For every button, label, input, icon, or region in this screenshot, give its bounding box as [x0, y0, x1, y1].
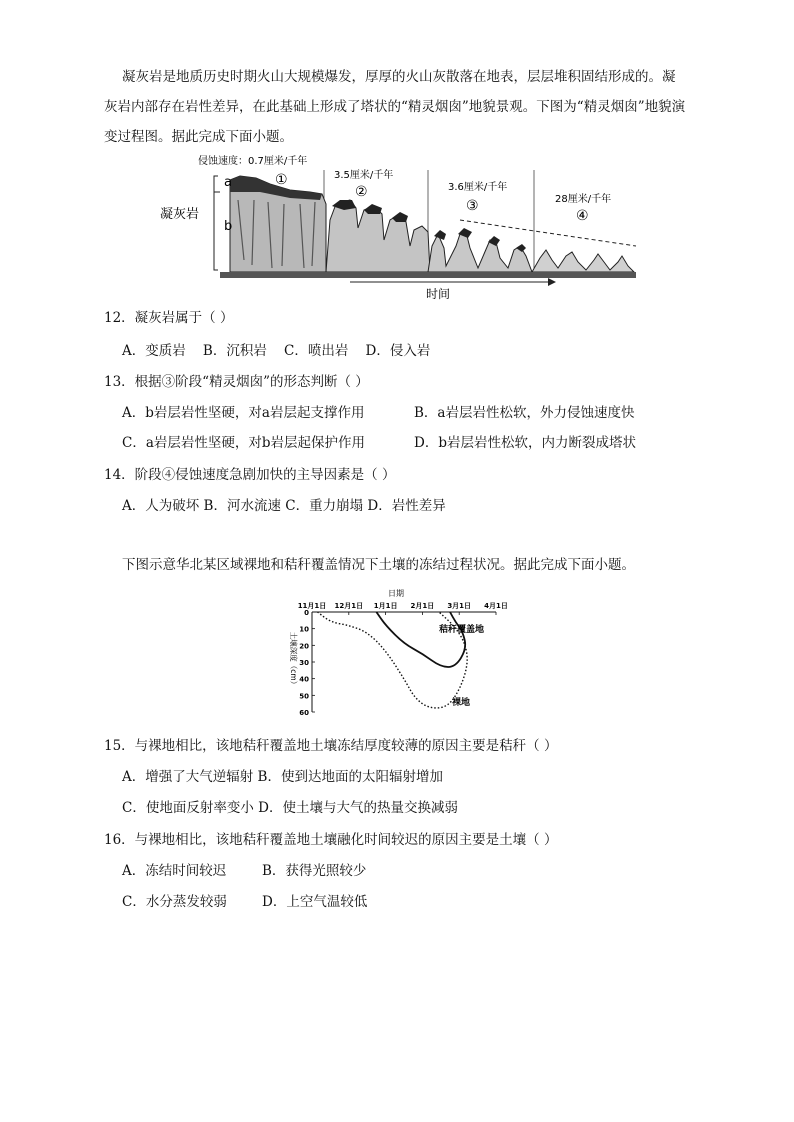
stage-1-label: ①	[275, 172, 288, 188]
question-15-stem: 15．与裸地相比，该地秸秆覆盖地土壤冻结厚度较薄的原因主要是秸秆（ ）	[104, 738, 558, 754]
question-15-line-1: A．增强了大气逆辐射 B．使到达地面的太阳辐射增加	[122, 769, 443, 785]
stage-3-caps	[434, 228, 526, 252]
rate-label-2: 3.5厘米/千年	[334, 170, 394, 181]
stage-4-label: ④	[576, 208, 589, 224]
question-14-options: A．人为破坏 B．河水流速 C．重力崩塌 D．岩性差异	[122, 498, 446, 514]
intro-paragraph-1-line3	[104, 122, 670, 152]
x-tick-label: 12月1日	[334, 602, 364, 610]
question-13-option-b: B．a岩层岩性松软，外力侵蚀速度快	[414, 405, 635, 421]
rate-label-3: 3.6厘米/千年	[448, 182, 508, 193]
x-tick-label: 4月1日	[484, 602, 508, 610]
stage-3-label: ③	[466, 198, 479, 214]
y-tick-label: 50	[299, 692, 309, 701]
question-14-stem: 14．阶段④侵蚀速度急剧加快的主导因素是（ ）	[104, 467, 396, 483]
fairy-chimney-figure	[160, 150, 640, 300]
question-13-stem: 13．根据③阶段“精灵烟囱”的形态判断（ ）	[104, 374, 369, 390]
y-tick-label: 40	[299, 675, 309, 684]
trend-dashed-line	[460, 220, 636, 246]
intro-line: 灰岩内部存在岩性差异，在此基础上形成了塔状的“精灵烟囱”地貌景观。下图为“精灵烟囱”地貌演	[104, 99, 686, 115]
stage-4-remnants	[532, 250, 634, 272]
x-tick-labels	[298, 602, 508, 615]
ground-line	[220, 272, 636, 278]
x-tick-label: 3月1日	[447, 602, 472, 610]
layer-a-label: a	[224, 175, 232, 190]
intro-paragraph-2: 下图示意华北某区域裸地和秸秆覆盖情况下土壤的冻结过程状况。据此完成下面小题。	[122, 557, 635, 573]
question-16-stem: 16．与裸地相比，该地秸秆覆盖地土壤融化时间较迟的原因主要是土壤（ ）	[104, 832, 558, 848]
series-line-straw	[376, 612, 465, 667]
question-13-option-a: A．b岩层岩性坚硬，对a岩层起支撑作用	[122, 405, 365, 421]
time-label: 时间	[426, 287, 451, 300]
rock-label: 凝灰岩	[160, 207, 200, 222]
y-tick-label: 30	[299, 659, 309, 667]
y-axis-label: 土壤深度（cm）	[289, 631, 298, 689]
layer-bracket	[214, 176, 218, 270]
x-tick-label: 11月1日	[297, 602, 327, 610]
intro-line: 变过程图。据此完成下面小题。	[104, 129, 293, 145]
series-label-straw: 秸秆覆盖地	[439, 625, 485, 635]
y-tick-label: 10	[299, 625, 309, 634]
y-tick-label: 20	[299, 642, 309, 651]
rate-label-1: 侵蚀速度：0.7厘米/千年	[198, 156, 308, 167]
layer-b-label: b	[224, 219, 233, 234]
question-16-option-a: A．冻结时间较迟	[122, 863, 227, 879]
y-tick-label: 60	[299, 709, 309, 717]
question-12-options: A．变质岩 B．沉积岩 C．喷出岩 D．侵入岩	[122, 343, 431, 359]
x-tick-label: 1月1日	[373, 602, 398, 610]
question-13-option-d: D．b岩层岩性松软，内力断裂成塔状	[414, 435, 636, 451]
question-16-option-d: D．上空气温较低	[262, 894, 368, 910]
x-axis-label: 日期	[388, 589, 404, 598]
time-arrow-head	[548, 278, 556, 286]
soil-freeze-chart	[284, 588, 508, 722]
y-tick-labels	[299, 609, 315, 717]
question-15-line-2: C．使地面反射率变小 D．使土壤与大气的热量交换减弱	[122, 800, 458, 816]
fairy-chimney-diagram	[160, 150, 640, 300]
series-label-bare: 裸地	[452, 698, 471, 708]
soil-freeze-chart-svg	[284, 588, 508, 722]
stage-2-label: ②	[355, 184, 368, 200]
question-16-option-c: C．水分蒸发较弱	[122, 894, 227, 910]
intro-paragraph-1	[122, 62, 688, 92]
intro-paragraph-1-line2	[104, 92, 704, 122]
x-tick-label: 2月1日	[410, 602, 435, 610]
rate-label-4: 28厘米/千年	[555, 194, 612, 205]
question-12-stem: 12．凝灰岩属于（ ）	[104, 310, 234, 326]
y-tick-label: 0	[304, 609, 309, 617]
question-13-option-c: C．a岩层岩性坚硬，对b岩层起保护作用	[122, 435, 366, 451]
question-16-option-b: B．获得光照较少	[262, 863, 367, 879]
intro-line: 凝灰岩是地质历史时期火山大规模爆发，厚厚的火山灰散落在地表，层层堆积固结形成的。凝	[122, 69, 676, 85]
